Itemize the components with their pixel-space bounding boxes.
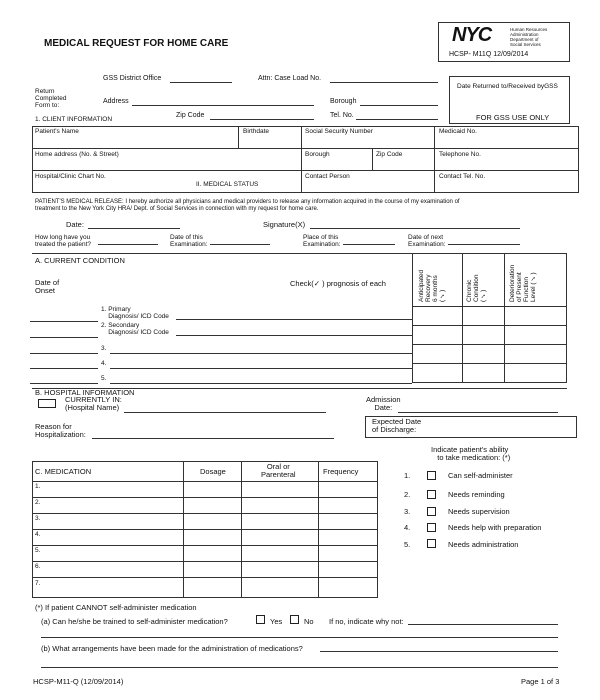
address-field[interactable]	[132, 105, 314, 106]
no-checkbox[interactable]	[290, 615, 299, 624]
zip-code-label: Zip Code	[176, 112, 205, 119]
no-label: No	[304, 617, 314, 626]
reason-hospitalization-label: Reason for Hospitalization:	[35, 422, 86, 439]
how-long-field[interactable]	[98, 244, 158, 245]
ability-3-checkbox[interactable]	[427, 507, 436, 516]
deterioration-header: Deterioration of Present Function Level (✓)	[509, 264, 537, 302]
diagnosis-row-4-label: 4.	[101, 360, 107, 367]
ability-1-num: 1.	[404, 471, 411, 480]
ability-4-label: Needs help with preparation	[448, 523, 542, 532]
borough-label: Borough	[330, 98, 357, 105]
footer-form-code: HCSP-M11-Q (12/09/2014)	[33, 677, 124, 686]
if-no-reason-field-line-2[interactable]	[41, 637, 558, 638]
frequency-header: Frequency	[323, 467, 359, 476]
grid-line	[412, 363, 567, 364]
diagnosis-row-5-label: 5.	[101, 375, 107, 382]
currently-in-label: CURRENTLY IN: (Hospital Name)	[65, 395, 122, 412]
home-address-label: Home address (No. & Street)	[35, 151, 119, 158]
diagnosis-row-5-field[interactable]	[110, 383, 412, 384]
patient-name-label: Patient's Name	[35, 128, 79, 135]
medication-row-1: 1.	[35, 483, 41, 490]
section-rule	[32, 253, 412, 254]
diagnosis-row-3-onset-field[interactable]	[30, 353, 98, 354]
ability-5-num: 5.	[404, 540, 411, 549]
reason-hospitalization-field[interactable]	[92, 438, 334, 439]
ability-3-label: Needs supervision	[448, 507, 510, 516]
nyc-logo: NYC	[452, 24, 492, 46]
grid-line	[32, 561, 378, 562]
if-no-reason-field[interactable]	[408, 624, 558, 625]
grid-line	[32, 148, 579, 149]
oral-parenteral-header: Oral or Parenteral	[261, 462, 296, 479]
contact-person-label: Contact Person	[305, 173, 350, 180]
client-borough-label: Borough	[305, 151, 330, 158]
gss-district-office-field[interactable]	[170, 82, 232, 83]
medicaid-label: Medicaid No.	[439, 128, 477, 135]
contact-tel-label: Contact Tel. No.	[439, 173, 486, 180]
medical-status-label: II. MEDICAL STATUS	[196, 181, 259, 188]
ability-4-num: 4.	[404, 523, 411, 532]
primary-diagnosis-field[interactable]	[176, 319, 412, 320]
tel-no-field[interactable]	[356, 119, 438, 120]
return-label: Return Completed Form to:	[35, 88, 67, 109]
grid-line	[412, 306, 567, 307]
client-info-grid	[32, 126, 579, 193]
medication-section-header: C. MEDICATION	[35, 467, 92, 476]
attn-case-load-field[interactable]	[330, 82, 438, 83]
date-of-exam-field[interactable]	[210, 244, 270, 245]
diagnosis-row-3-label: 3.	[101, 345, 107, 352]
client-info-section-label: 1. CLIENT INFORMATION	[35, 116, 113, 123]
page-number: Page 1 of 3	[521, 677, 560, 686]
borough-field[interactable]	[360, 105, 438, 106]
self-admin-note: (*) If patient CANNOT self-administer medication	[35, 603, 197, 612]
diagnosis-row-4-onset-field[interactable]	[30, 368, 98, 369]
grid-line	[32, 513, 378, 514]
next-exam-field[interactable]	[448, 244, 520, 245]
gss-district-office-label: GSS District Office	[103, 75, 162, 82]
address-label: Address	[103, 98, 129, 105]
primary-diagnosis-label: 1. Primary Diagnosis/ ICD Code	[101, 306, 169, 320]
ability-2-num: 2.	[404, 490, 411, 499]
client-zip-label: Zip Code	[376, 151, 403, 158]
hospital-info-section: B. HOSPITAL INFORMATION	[35, 388, 135, 397]
grid-line	[412, 325, 567, 326]
grid-line	[32, 497, 378, 498]
grid-line	[32, 577, 378, 578]
how-long-label: How long have you treated the patient?	[35, 234, 92, 248]
medical-release-text: PATIENT'S MEDICAL RELEASE: I hereby authorize all physicians and medical providers to release any information acquired in the course of my examination of treatment to the New York City HRA/ Dept. of Social Services in connection with my request for home care.	[35, 199, 460, 212]
release-date-field[interactable]	[88, 228, 180, 229]
dosage-header: Dosage	[200, 467, 226, 476]
question-a-label: (a) Can he/she be trained to self-administer medication?	[41, 617, 228, 626]
date-of-onset-label: Date of Onset	[35, 278, 60, 295]
form-title: MEDICAL REQUEST FOR HOME CARE	[44, 38, 229, 49]
signature-label: Signature(X)	[263, 220, 306, 229]
secondary-diagnosis-field[interactable]	[176, 335, 412, 336]
zip-code-field[interactable]	[210, 119, 314, 120]
grid-line	[238, 126, 239, 148]
medication-row-2: 2.	[35, 499, 41, 506]
form-id: HCSP- M11Q 12/09/2014	[449, 51, 529, 58]
question-b-label: (b) What arrangements have been made for the administration of medications?	[41, 644, 303, 653]
ability-1-label: Can self-administer	[448, 471, 513, 480]
grid-line	[32, 170, 579, 171]
ability-1-checkbox[interactable]	[427, 471, 436, 480]
grid-line	[301, 126, 302, 193]
current-condition-section: A. CURRENT CONDITION	[35, 256, 125, 265]
attn-case-load-label: Attn: Case Load No.	[258, 75, 322, 82]
medication-row-5: 5.	[35, 547, 41, 554]
tel-no-label: Tel. No.	[330, 112, 354, 119]
medication-row-6: 6.	[35, 563, 41, 570]
hospital-name-field[interactable]	[124, 412, 326, 413]
next-exam-label: Date of next Examination:	[408, 234, 446, 248]
chronic-condition-header: Chronic Condition (✓)	[466, 274, 487, 302]
arrangements-field-line-2[interactable]	[41, 667, 558, 668]
ability-2-checkbox[interactable]	[427, 490, 436, 499]
release-date-label: Date:	[66, 220, 84, 229]
medication-row-3: 3.	[35, 515, 41, 522]
medication-row-7: 7.	[35, 580, 41, 587]
date-of-exam-label: Date of this Examination:	[170, 234, 208, 248]
primary-onset-field[interactable]	[30, 321, 98, 322]
currently-in-checkbox[interactable]	[38, 399, 56, 408]
admission-date-field[interactable]	[398, 412, 558, 413]
medication-row-4: 4.	[35, 531, 41, 538]
grid-line	[372, 148, 373, 170]
yes-label: Yes	[270, 617, 283, 626]
agency-name: Human Resources Administration Department of Social Services	[510, 27, 548, 47]
ssn-label: Social Security Number	[305, 128, 373, 135]
signature-field[interactable]	[310, 228, 520, 229]
secondary-diagnosis-label: 2. Secondary Diagnosis/ ICD Code	[101, 322, 169, 336]
birthdate-label: Birthdate	[243, 128, 270, 135]
diagnosis-row-3-field[interactable]	[110, 353, 412, 354]
gss-use-label: FOR GSS USE ONLY	[476, 113, 550, 122]
grid-line	[32, 529, 378, 530]
ability-5-label: Needs administration	[448, 540, 519, 549]
arrangements-field[interactable]	[320, 651, 558, 652]
ability-2-label: Needs reminding	[448, 490, 505, 499]
ability-3-num: 3.	[404, 507, 411, 516]
ability-4-checkbox[interactable]	[427, 523, 436, 532]
date-returned-label: Date Returned to/Received byGSS	[457, 83, 558, 90]
diagnosis-row-4-field[interactable]	[110, 368, 412, 369]
admission-date-label: Admission Date:	[366, 395, 401, 412]
chart-no-label: Hospital/Clinic Chart No.	[35, 173, 106, 180]
diagnosis-row-5-onset-field[interactable]	[30, 383, 98, 384]
ability-title: Indicate patient's ability to take medication: (*)	[431, 445, 511, 462]
grid-line	[32, 481, 378, 482]
place-of-exam-label: Place of this Examination:	[303, 234, 341, 248]
check-prognosis-label: Check(✓ ) prognosis of each	[290, 279, 386, 288]
yes-checkbox[interactable]	[256, 615, 265, 624]
anticipated-recovery-header: Anticipated Recovery 6 months (✓)	[418, 269, 446, 302]
ability-5-checkbox[interactable]	[427, 539, 436, 548]
grid-line	[32, 545, 378, 546]
secondary-onset-field[interactable]	[30, 337, 98, 338]
if-no-label: If no, indicate why not:	[329, 617, 404, 626]
telephone-label: Telephone No.	[439, 151, 481, 158]
grid-line	[412, 344, 567, 345]
place-of-exam-field[interactable]	[343, 244, 395, 245]
grid-line	[434, 126, 435, 193]
expected-discharge-label: Expected Date of Discharge:	[372, 417, 422, 434]
